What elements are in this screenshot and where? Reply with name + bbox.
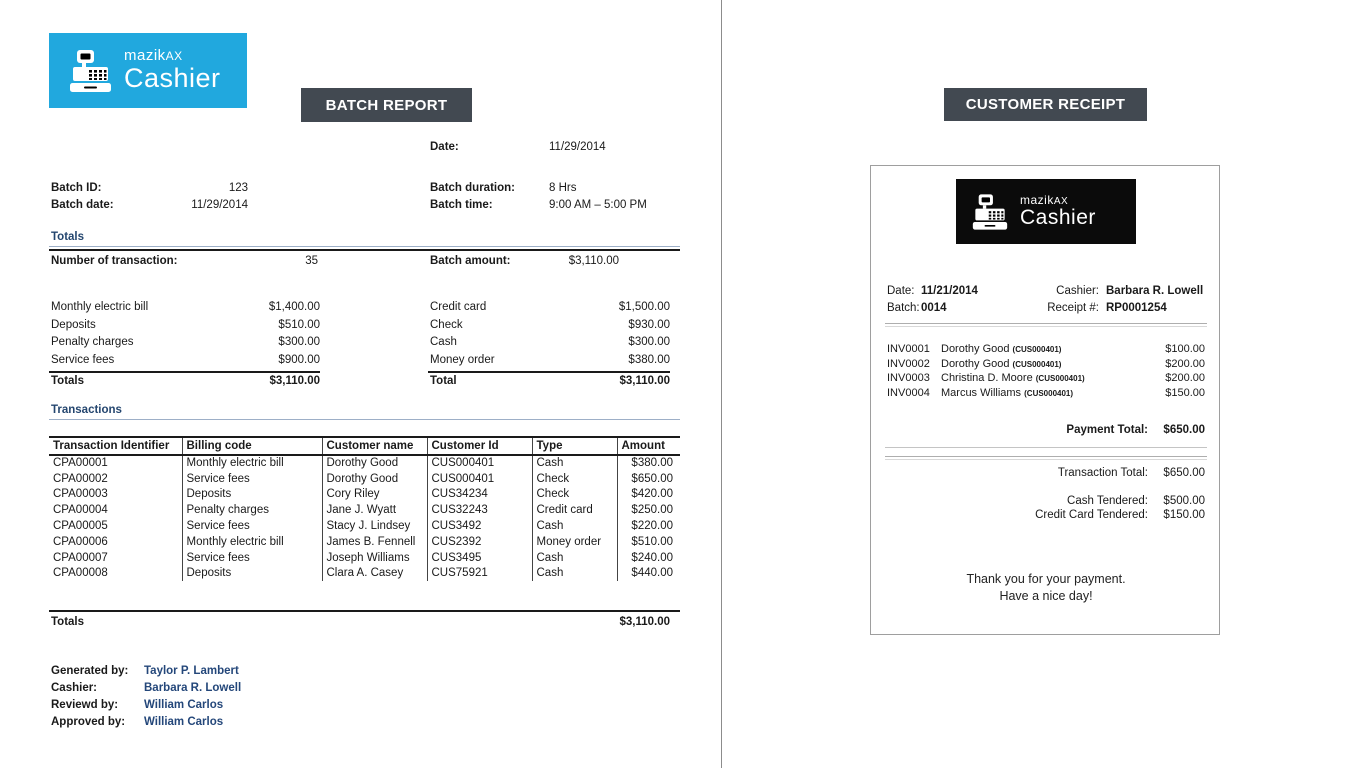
payment-label: Check xyxy=(430,318,463,331)
item-customer xyxy=(941,343,1061,355)
payment-total-row xyxy=(871,424,1221,439)
billing-label: Monthly electric bill xyxy=(51,301,149,313)
cell-customer: James B. Fennell xyxy=(322,534,427,550)
transactions-section-heading: Transactions xyxy=(49,404,680,420)
receipt-header-divider xyxy=(885,323,1207,327)
signature-name: William Carlos xyxy=(144,716,224,728)
billing-amount: $900.00 xyxy=(278,353,320,366)
payment-label: Cash xyxy=(430,336,457,348)
cash-tendered-row xyxy=(871,495,1221,510)
cash-register-icon xyxy=(972,194,1008,230)
batch-date-row xyxy=(49,199,680,215)
item-customer-id: (CUS000401) xyxy=(1012,345,1062,354)
list-item xyxy=(871,343,1221,358)
number-of-transaction-value: 35 xyxy=(305,255,318,267)
cell-amount: $240.00 xyxy=(617,550,680,566)
transaction-total-value: $650.00 xyxy=(1163,467,1205,479)
item-amount: $100.00 xyxy=(1165,343,1205,355)
totals-section-heading: Totals xyxy=(49,231,680,247)
brand-product: Cashier xyxy=(1020,206,1096,230)
cell-customer: Dorothy Good xyxy=(322,471,427,487)
date-value: 11/29/2014 xyxy=(549,141,606,153)
signature-label: Cashier: xyxy=(51,682,98,694)
cell-type: Cash xyxy=(532,566,617,582)
receipt-date-label: Date: xyxy=(887,285,915,297)
cell-amount: $510.00 xyxy=(617,534,680,550)
table-row xyxy=(49,518,680,534)
payment-total-label: Total xyxy=(430,375,457,387)
col-billing-code: Billing code xyxy=(182,437,322,455)
item-customer-id: (CUS000401) xyxy=(1024,388,1074,398)
payment-total-value: $650.00 xyxy=(1163,424,1205,436)
cell-type: Cash xyxy=(532,550,617,566)
cell-type: Money order xyxy=(532,534,617,550)
item-customer xyxy=(941,387,1073,399)
batch-id-row xyxy=(49,182,680,198)
item-amount: $200.00 xyxy=(1165,372,1205,384)
cell-custid: CUS3495 xyxy=(427,550,532,566)
payment-grand-total-row xyxy=(428,371,670,391)
item-customer-name: Marcus Williams xyxy=(941,386,1022,399)
col-type: Type xyxy=(532,437,617,455)
signature-name: Barbara R. Lowell xyxy=(144,682,242,694)
cell-txid: CPA00005 xyxy=(53,520,108,533)
number-of-transaction-label: Number of transaction: xyxy=(51,255,178,267)
batch-amount-label: Batch amount: xyxy=(430,255,511,267)
page-divider xyxy=(721,0,722,768)
payment-amount: $380.00 xyxy=(628,353,670,366)
table-row xyxy=(49,534,680,550)
signature-label: Approved by: xyxy=(51,716,126,728)
receipt-number-label: Receipt #: xyxy=(1047,302,1099,314)
transactions-header-row xyxy=(49,437,680,455)
brand-suffix: AX xyxy=(1053,195,1069,207)
list-item xyxy=(871,387,1221,402)
billing-label: Deposits xyxy=(51,318,96,331)
cell-type: Cash xyxy=(532,455,617,471)
item-customer-name: Christina D. Moore xyxy=(941,372,1033,384)
table-row xyxy=(49,471,680,487)
cell-custid: CUS3492 xyxy=(427,518,532,534)
totals-by-payment-type xyxy=(428,301,670,391)
cell-customer: Joseph Williams xyxy=(322,550,427,566)
transaction-total-label: Transaction Total: xyxy=(1057,467,1148,479)
billing-total-amount: $3,110.00 xyxy=(269,375,320,387)
receipt-header-row-1 xyxy=(871,285,1221,300)
transactions-totals-label: Totals xyxy=(51,616,85,628)
mazikax-logo-black xyxy=(956,179,1136,244)
table-row xyxy=(49,455,680,471)
cell-custid: CUS32243 xyxy=(427,502,532,518)
payment-total-label: Payment Total: xyxy=(1066,424,1148,436)
cell-customer: Jane J. Wyatt xyxy=(322,502,427,518)
date-label: Date: xyxy=(430,141,459,153)
totals-by-billing-code xyxy=(49,301,320,391)
brand-suffix: AX xyxy=(165,49,183,64)
cell-type: Credit card xyxy=(532,502,617,518)
signature-row xyxy=(51,716,241,733)
cell-txid: CPA00002 xyxy=(53,472,108,485)
item-invoice: INV0002 xyxy=(887,357,930,370)
billing-label: Penalty charges xyxy=(51,336,134,348)
signature-row xyxy=(51,699,241,716)
cell-customer: Stacy J. Lindsey xyxy=(322,518,427,534)
cell-amount: $220.00 xyxy=(617,518,680,534)
cell-txid: CPA00004 xyxy=(53,504,108,517)
thank-you-line: Thank you for your payment. xyxy=(966,572,1126,586)
transactions-totals-amount: $3,110.00 xyxy=(619,616,670,628)
cell-billing: Penalty charges xyxy=(182,502,322,518)
batch-time-label: Batch time: xyxy=(430,199,493,211)
signature-row xyxy=(51,682,241,699)
brand-text xyxy=(1020,194,1096,230)
credit-card-tendered-label: Credit Card Tendered: xyxy=(1035,509,1148,521)
receipt-batch-value: 0014 xyxy=(921,302,947,314)
cell-amount: $440.00 xyxy=(617,566,680,582)
nice-day-line: Have a nice day! xyxy=(999,589,1093,603)
batch-id-label: Batch ID: xyxy=(51,182,102,194)
receipt-cashier-value: Barbara R. Lowell xyxy=(1106,285,1204,297)
cell-customer: Dorothy Good xyxy=(322,455,427,471)
cell-type: Check xyxy=(532,471,617,487)
billing-amount: $1,400.00 xyxy=(268,301,320,313)
signature-name: William Carlos xyxy=(144,699,224,711)
receipt-items xyxy=(871,343,1221,401)
brand-product: Cashier xyxy=(124,63,221,94)
cell-txid: CPA00001 xyxy=(53,457,108,470)
cash-tendered-value: $500.00 xyxy=(1163,495,1205,507)
receipt-batch-label: Batch: xyxy=(887,302,920,314)
credit-card-tendered-row xyxy=(871,509,1221,524)
cell-custid: CUS000401 xyxy=(427,471,532,487)
billing-total-row xyxy=(49,319,320,337)
col-customer-name: Customer name xyxy=(322,437,427,455)
item-amount: $200.00 xyxy=(1165,357,1205,370)
billing-label: Service fees xyxy=(51,353,115,366)
table-row xyxy=(49,502,680,518)
batch-date-label: Batch date: xyxy=(51,199,114,211)
brand-main: mazik xyxy=(1020,192,1054,207)
payment-amount: $1,500.00 xyxy=(618,301,670,313)
payment-total-row xyxy=(428,336,670,354)
billing-amount: $510.00 xyxy=(278,318,320,331)
cell-type: Cash xyxy=(532,518,617,534)
customer-receipt-title: CUSTOMER RECEIPT xyxy=(944,88,1147,121)
cell-txid: CPA00003 xyxy=(53,488,108,501)
payment-amount: $300.00 xyxy=(628,336,670,348)
receipt-header-row-2 xyxy=(871,302,1221,317)
signature-label: Reviewd by: xyxy=(51,699,119,711)
cell-custid: CUS34234 xyxy=(427,487,532,503)
cell-custid: CUS75921 xyxy=(427,566,532,582)
payment-amount: $930.00 xyxy=(628,318,670,331)
receipt-number-value: RP0001254 xyxy=(1106,302,1167,314)
receipt-rule xyxy=(885,447,1207,448)
cell-billing: Service fees xyxy=(182,518,322,534)
transaction-total-row xyxy=(871,467,1221,482)
billing-total-row xyxy=(49,336,320,354)
cell-custid: CUS2392 xyxy=(427,534,532,550)
report-date-row xyxy=(430,141,606,153)
billing-total-row xyxy=(49,301,320,319)
credit-card-tendered-value: $150.00 xyxy=(1163,509,1205,521)
cash-register-icon xyxy=(69,50,112,92)
billing-amount: $300.00 xyxy=(278,336,320,348)
item-amount: $150.00 xyxy=(1165,386,1205,399)
cell-billing: Service fees xyxy=(182,550,322,566)
transactions-table xyxy=(49,436,680,581)
list-item xyxy=(871,372,1221,387)
batch-amount-value: $3,110.00 xyxy=(568,255,619,267)
billing-total-row xyxy=(49,354,320,372)
cell-amount: $420.00 xyxy=(617,487,680,503)
payment-label: Money order xyxy=(430,353,495,366)
batch-id-value: 123 xyxy=(228,182,248,194)
cell-txid: CPA00006 xyxy=(53,535,108,548)
cash-tendered-label: Cash Tendered: xyxy=(1067,495,1148,507)
cell-billing: Deposits xyxy=(182,566,322,582)
cell-txid: CPA00007 xyxy=(53,551,108,564)
col-transaction-identifier: Transaction Identifier xyxy=(49,437,182,455)
cell-billing: Service fees xyxy=(182,471,322,487)
receipt-date-value: 11/21/2014 xyxy=(921,285,978,297)
item-invoice: INV0001 xyxy=(887,343,930,355)
signature-label: Generated by: xyxy=(51,665,129,677)
payment-total-row xyxy=(428,301,670,319)
payment-total-row xyxy=(428,319,670,337)
item-customer xyxy=(941,358,1061,370)
col-amount: Amount xyxy=(617,437,680,455)
cell-billing: Monthly electric bill xyxy=(182,455,322,471)
billing-grand-total-row xyxy=(49,371,320,391)
receipt-card xyxy=(870,165,1220,635)
cell-customer: Cory Riley xyxy=(322,487,427,503)
signature-name: Taylor P. Lambert xyxy=(144,665,239,677)
payment-label: Credit card xyxy=(430,301,487,313)
item-customer-name: Dorothy Good xyxy=(941,343,1010,355)
cell-customer: Clara A. Casey xyxy=(322,566,427,582)
cell-billing: Deposits xyxy=(182,487,322,503)
batch-date-value: 11/29/2014 xyxy=(191,199,248,211)
mazikax-logo-blue xyxy=(49,33,247,108)
cell-amount: $650.00 xyxy=(617,471,680,487)
col-customer-id: Customer Id xyxy=(427,437,532,455)
batch-duration-label: Batch duration: xyxy=(430,182,515,194)
table-row xyxy=(49,487,680,503)
item-customer xyxy=(941,372,1085,384)
item-invoice: INV0003 xyxy=(887,372,930,384)
batch-duration-value: 8 Hrs xyxy=(549,182,577,194)
item-customer-id: (CUS000401) xyxy=(1012,359,1062,369)
cell-custid: CUS000401 xyxy=(427,455,532,471)
batch-report-title: BATCH REPORT xyxy=(301,88,472,122)
item-invoice: INV0004 xyxy=(887,386,930,399)
cell-txid: CPA00008 xyxy=(53,567,108,580)
cell-billing: Monthly electric bill xyxy=(182,534,322,550)
table-row xyxy=(49,550,680,566)
cell-type: Check xyxy=(532,487,617,503)
transactions-grand-total-row xyxy=(49,610,680,628)
payment-total-row xyxy=(428,354,670,372)
cell-amount: $250.00 xyxy=(617,502,680,518)
item-customer-name: Dorothy Good xyxy=(941,357,1010,370)
payment-total-amount: $3,110.00 xyxy=(619,375,670,387)
brand-main: mazik xyxy=(124,47,166,65)
receipt-double-rule xyxy=(885,456,1207,460)
totals-summary-row xyxy=(49,249,680,271)
batch-time-value: 9:00 AM – 5:00 PM xyxy=(549,199,647,211)
table-row xyxy=(49,566,680,582)
item-customer-id: (CUS000401) xyxy=(1035,374,1085,383)
signature-row xyxy=(51,665,241,682)
billing-total-label: Totals xyxy=(51,375,85,387)
signatures-block xyxy=(51,665,241,733)
brand-text xyxy=(124,48,221,92)
list-item xyxy=(871,358,1221,373)
receipt-cashier-label: Cashier: xyxy=(1056,285,1099,297)
cell-amount: $380.00 xyxy=(617,455,680,471)
